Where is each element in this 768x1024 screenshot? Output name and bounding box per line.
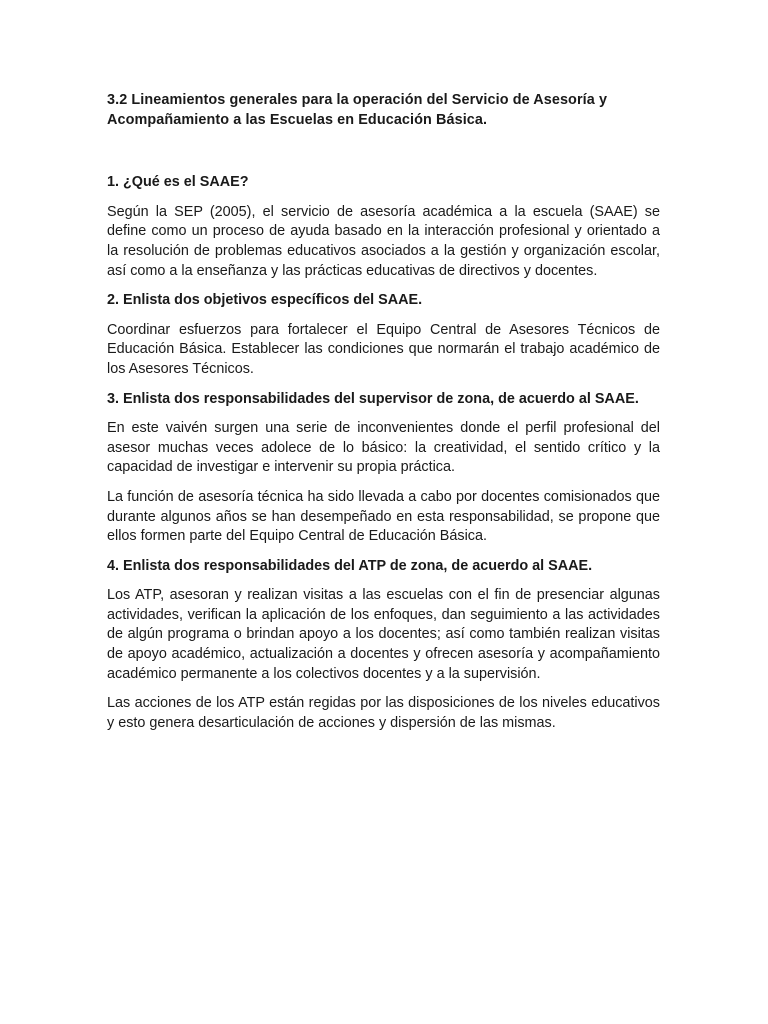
section-heading: 1. ¿Qué es el SAAE? (107, 174, 249, 191)
section-paragraph: En este vaivén surgen una serie de inconvenientes donde el perfil profesional del asesor muchas veces adolece de lo básico: la creatividad, el sentido crítico y la capacidad de investigar e intervenir su propia práctica. (107, 420, 660, 476)
document-title: 3.2 Lineamientos generales para la operación del Servicio de Asesoría y Acompañamiento a las Escuelas en Educación Básica. (107, 92, 608, 128)
section-paragraph: Las acciones de los ATP están regidas por las disposiciones de los niveles educativos y esto genera desarticulación de acciones y dispersión de las mismas. (107, 695, 660, 731)
section-heading: 4. Enlista dos responsabilidades del ATP de zona, de acuerdo al SAAE. (107, 557, 593, 574)
section-paragraph: Coordinar esfuerzos para fortalecer el Equipo Central de Asesores Técnicos de Educación Básica. Establecer las condiciones que normarán el trabajo académico de los Asesores Técnicos. (107, 321, 660, 377)
section-3 (107, 390, 660, 547)
section-4 (107, 557, 660, 734)
section-paragraph: Los ATP, asesoran y realizan visitas a las escuelas con el fin de presenciar algunas actividades, verifican la aplicación de los enfoques, dan seguimiento a las actividades de algún programa o brindan apoyo a los docentes; así como también realizan visitas de apoyo académico, actualización a docentes y ofrecen asesoría y acompañamiento académico permanente a los colectivos docentes y a la supervisión. (107, 587, 660, 682)
section-paragraph: Según la SEP (2005), el servicio de asesoría académica a la escuela (SAAE) se define como un proceso de ayuda basado en la interacción profesional y orientado a la resolución de problemas educativos asociados a la gestión y organización escolar, así como a la enseñanza y las prácticas educativas de directivos y docentes. (107, 203, 660, 279)
section-heading: 3. Enlista dos responsabilidades del supervisor de zona, de acuerdo al SAAE. (107, 390, 639, 407)
section-paragraph: La función de asesoría técnica ha sido llevada a cabo por docentes comisionados que durante algunos años se han desempeñado en esta responsabilidad, se propone que ellos formen parte del Equipo Central de Educación Básica. (107, 488, 660, 545)
section-2 (107, 291, 660, 379)
section-1 (107, 173, 660, 281)
section-heading: 2. Enlista dos objetivos específicos del SAAE. (107, 292, 423, 309)
